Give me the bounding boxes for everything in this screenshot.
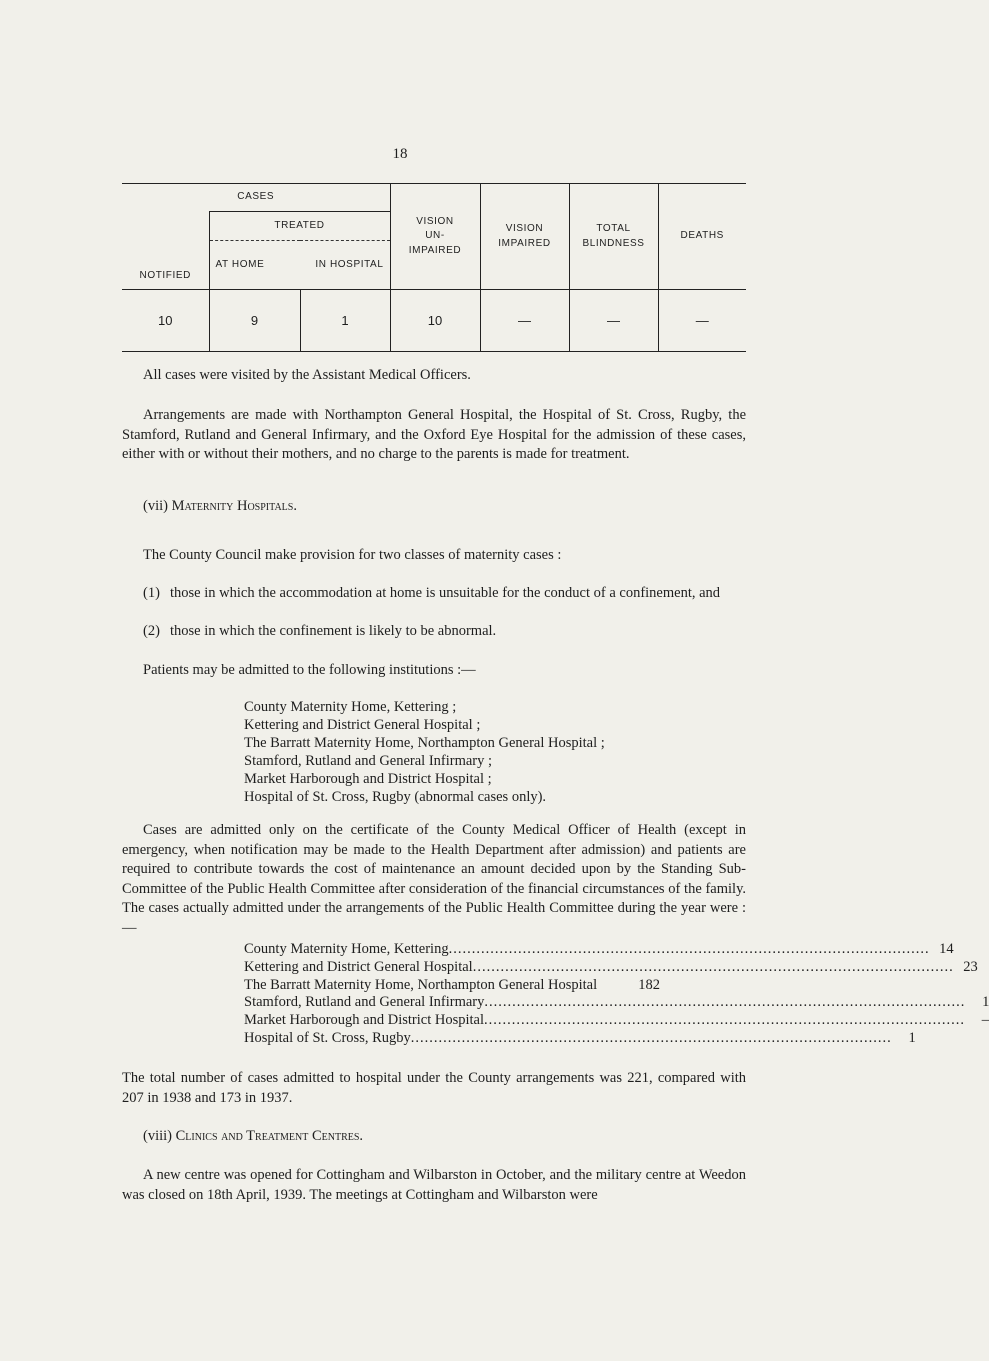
list-item: Hospital of St. Cross, Rugby (abnormal cases only).	[244, 789, 547, 805]
header-cases: CASES	[122, 184, 390, 212]
cell-vision-impaired: —	[480, 290, 569, 352]
section-heading-clinics: (viii) Clinics and Treatment Centres.	[143, 1128, 364, 1144]
list-item-2: (2) those in which the confinement is likely to be abnormal.	[143, 623, 497, 639]
paragraph-total: The total number of cases admitted to hospital under the County arrangements was 221, compared with 207 in 1938 and 173 in 1937.	[122, 1070, 746, 1106]
paragraph-provision: The County Council make provision for two classes of maternity cases :	[143, 547, 562, 563]
paragraph-patients: Patients may be admitted to the following institutions :—	[143, 662, 476, 678]
list-item: Hospital of St. Cross, Rugby ........................................................................................................ 1	[244, 1029, 916, 1046]
list-item: County Maternity Home, Kettering ........................................................................................................ 14	[244, 941, 954, 957]
list-item: County Maternity Home, Kettering ;	[244, 699, 457, 715]
cell-at-home: 9	[209, 290, 300, 352]
header-deaths: DEATHS	[658, 184, 746, 290]
header-at-home: AT HOME	[215, 258, 265, 270]
admissions-list	[244, 941, 989, 1048]
list-item: Market Harborough and District Hospital ........................................................................................................ –	[244, 1012, 989, 1029]
cell-in-hospital: 1	[300, 290, 390, 352]
cell-notified: 10	[122, 290, 209, 352]
page-number: 18	[392, 146, 408, 162]
list-item: Market Harborough and District Hospital ;	[244, 771, 492, 787]
ophthalmia-cases-table	[122, 183, 746, 352]
header-treated: TREATED	[209, 212, 390, 241]
header-notified: NOTIFIED	[122, 212, 209, 290]
list-item: The Barratt Maternity Home, Northampton General Hospital 182	[244, 976, 660, 993]
list-item: The Barratt Maternity Home, Northampton General Hospital ;	[244, 735, 605, 751]
cell-total-blindness: —	[569, 290, 658, 352]
list-item: Stamford, Rutland and General Infirmary ;	[244, 753, 493, 769]
list-item: Stamford, Rutland and General Infirmary ........................................................................................................ 1	[244, 994, 989, 1011]
header-total-blindness: TOTAL BLINDNESS	[569, 184, 658, 290]
section-heading-maternity: (vii) Maternity Hospitals.	[143, 498, 297, 514]
cell-vision-unimpaired: 10	[390, 290, 480, 352]
header-treated-sub	[209, 241, 390, 290]
paragraph-cases-admitted: Cases are admitted only on the certificate of the County Medical Officer of Health (except in emergency, when notification may be made to the Health Department after admission) and patients are required to contribute towards the cost of maintenance an amount decided upon by the Standing Sub-Committee of the Public Health Committee after consideration of the financial circumstances of the family. The cases actually admitted under the arrangements of the Public Health Committee during the year were :—	[122, 822, 746, 936]
list-item: Kettering and District General Hospital ;	[244, 717, 481, 733]
institutions-list	[244, 698, 724, 806]
paragraph-visited: All cases were visited by the Assistant Medical Officers.	[143, 367, 471, 383]
list-item-1: (1) those in which the accommodation at home is unsuitable for the conduct of a confinement, and	[143, 585, 721, 601]
header-in-hospital: IN HOSPITAL	[315, 258, 384, 270]
list-item: Kettering and District General Hospital ........................................................................................................ 23	[244, 958, 978, 975]
cell-deaths: —	[658, 290, 746, 352]
header-vision-impaired: VISION IMPAIRED	[480, 184, 569, 290]
paragraph-new-centre: A new centre was opened for Cottingham and Wilbarston in October, and the military centre at Weedon was closed on 18th April, 1939. The meetings at Cottingham and Wilbarston were	[122, 1167, 746, 1203]
paragraph-arrangements: Arrangements are made with Northampton General Hospital, the Hospital of St. Cross, Rugby, the Stamford, Rutland and General Infirmary, and the Oxford Eye Hospital for the admission of these cases, either with or without their mothers, and no charge to the parents is made for treatment.	[122, 407, 746, 462]
header-vision-unimpaired: VISION UN- IMPAIRED	[390, 184, 480, 290]
